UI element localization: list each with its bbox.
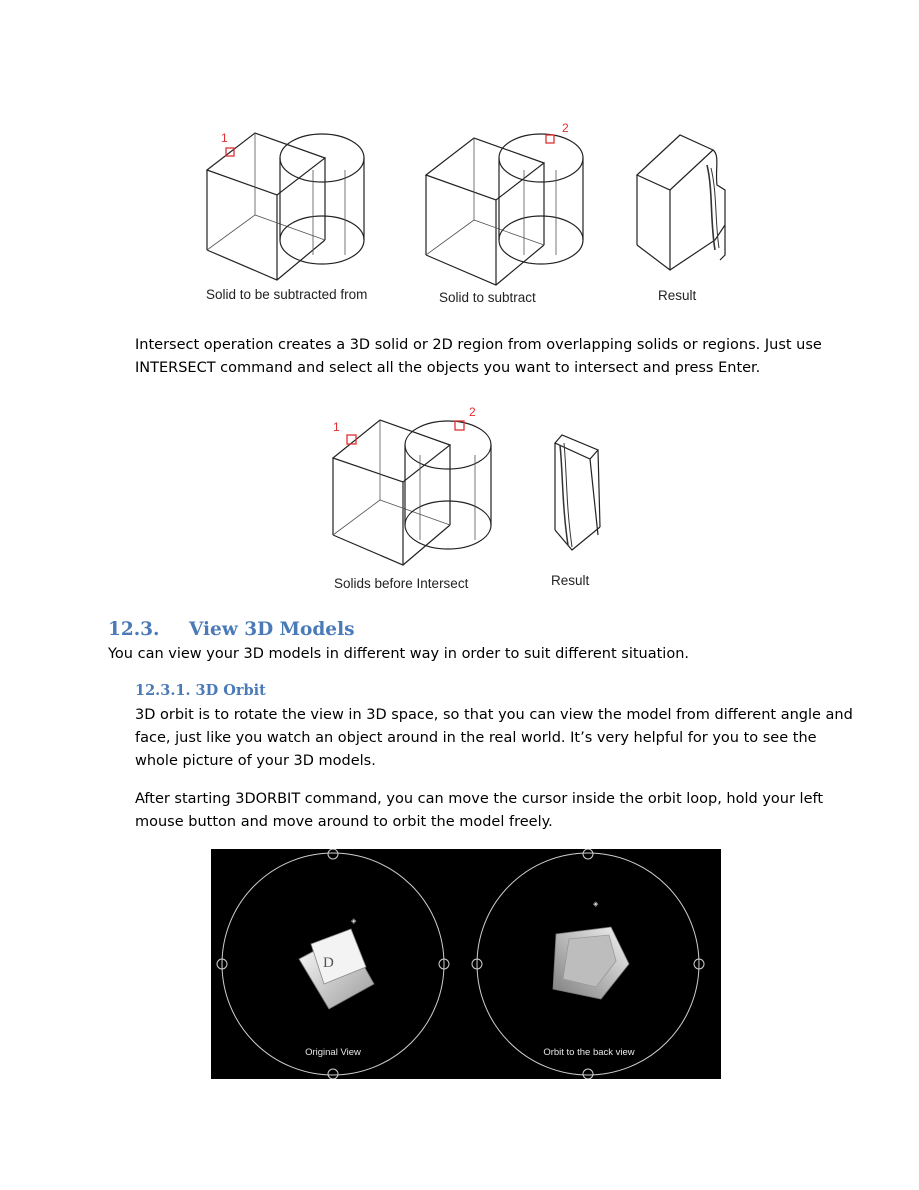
section-title: View 3D Models — [189, 619, 355, 640]
marker-box-2 — [546, 135, 554, 143]
subsection-title: 12.3.1. 3D Orbit — [135, 682, 266, 699]
caption-solid-to-subtract: Solid to subtract — [439, 290, 536, 305]
subtract-figure — [195, 115, 735, 315]
solid-box-1 — [207, 133, 325, 280]
orbit-figure — [211, 849, 721, 1079]
caption-orbit-back-view: Orbit to the back view — [543, 1047, 635, 1058]
orbit-paragraph-1: 3D orbit is to rotate the view in 3D space, so that you can view the model from different angle and face, just like you watch an object around in the real world. It’s very helpful for you to see the whole picture of your 3D models. — [135, 707, 853, 769]
caption-subtract-result: Result — [658, 288, 697, 303]
intersect-paragraph: Intersect operation creates a 3D solid or 2D region from overlapping solids or regions. Just use INTERSECT command and select all the objects you want to intersect and press Enter. — [135, 337, 822, 376]
intersect-box — [333, 420, 450, 565]
section-intro: You can view your 3D models in different way in order to suit different situation. — [108, 646, 689, 662]
orbit-target-left: ◈ — [351, 918, 357, 925]
subtract-result-solid — [637, 135, 725, 270]
orbit-background — [211, 849, 721, 1079]
orbit-paragraph-2: After starting 3DORBIT command, you can move the cursor inside the orbit loop, hold your left mouse button and move around to orbit the model freely. — [135, 791, 824, 830]
marker-label-1: 1 — [221, 131, 228, 145]
intersect-marker-label-1: 1 — [333, 420, 340, 434]
intersect-marker-label-2: 2 — [469, 405, 476, 419]
caption-solids-before-intersect: Solids before Intersect — [334, 576, 469, 591]
svg-text:D: D — [323, 955, 334, 971]
marker-label-2: 2 — [562, 121, 569, 135]
solid-cylinder-2 — [499, 134, 583, 264]
intersect-figure — [325, 400, 615, 575]
intersect-result-solid — [555, 435, 600, 550]
orbit-target-right: ◈ — [593, 901, 599, 908]
caption-original-view: Original View — [305, 1047, 361, 1058]
caption-solid-subtracted-from: Solid to be subtracted from — [206, 287, 368, 302]
section-number: 12.3. — [108, 619, 160, 640]
solid-cylinder-1 — [280, 134, 364, 264]
caption-intersect-result: Result — [551, 573, 590, 588]
intersect-cylinder — [405, 421, 491, 549]
